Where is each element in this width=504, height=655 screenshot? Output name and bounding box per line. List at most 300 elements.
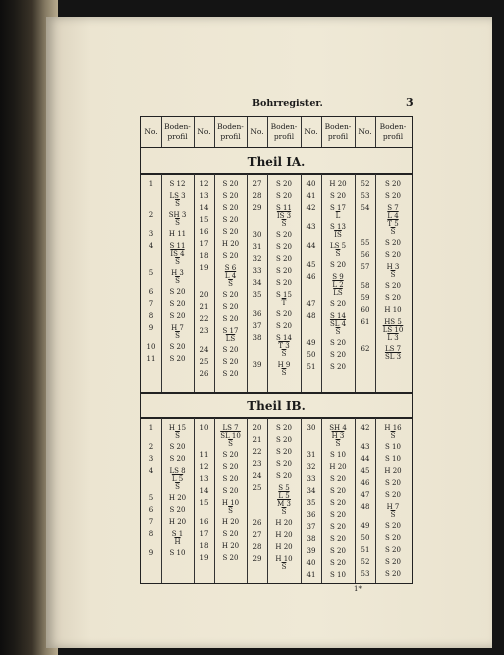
row-number: 16	[199, 228, 209, 236]
soil-profile-entry: S 20	[222, 204, 239, 212]
row-number: 41	[306, 192, 316, 200]
soil-profile-entry: S 15	[276, 291, 292, 299]
column-divider	[247, 174, 248, 392]
soil-profile-entry: S 20	[330, 475, 346, 483]
soil-profile-entry: $\overline{S}$	[175, 200, 180, 208]
soil-profile-entry: S 20	[169, 506, 186, 514]
column-header-no: No.	[144, 127, 158, 136]
soil-profile-entry: H 20	[275, 519, 293, 527]
soil-profile-entry: S 20	[169, 300, 186, 308]
row-number: 14	[199, 204, 209, 212]
row-number: 28	[252, 543, 262, 551]
soil-profile-entry: S 10	[330, 451, 346, 459]
soil-profile-entry: S 20	[276, 448, 292, 456]
row-number: 6	[148, 506, 154, 514]
row-number: 53	[360, 570, 370, 578]
soil-profile-entry: S 20	[222, 451, 239, 459]
row-number: 12	[199, 463, 209, 471]
row-number: 15	[199, 499, 209, 507]
row-number: 9	[148, 549, 154, 557]
row-number: 17	[199, 530, 209, 538]
soil-profile-entry: S 20	[222, 358, 239, 366]
soil-profile-entry: LS 7	[384, 345, 402, 353]
table-header-row	[141, 117, 412, 148]
column-header-no: No.	[358, 127, 372, 136]
soil-profile-entry: $\overline{S}$	[281, 563, 287, 571]
row-number: 23	[199, 327, 209, 335]
soil-profile-entry: S 20	[222, 475, 239, 483]
row-number: 45	[306, 261, 316, 269]
row-number: 25	[252, 484, 262, 492]
row-number: 14	[199, 487, 209, 495]
row-number: 29	[252, 204, 262, 212]
row-number: 26	[199, 370, 209, 378]
soil-profile-entry: H 20	[329, 463, 347, 471]
row-number: 37	[252, 322, 262, 330]
column-divider	[355, 418, 356, 583]
column-divider	[214, 418, 215, 583]
column-header-no: No.	[197, 127, 211, 136]
soil-profile-entry: H 10	[275, 555, 293, 563]
row-number: 11	[199, 451, 209, 459]
row-number: 27	[252, 180, 262, 188]
row-number: 37	[306, 523, 316, 531]
soil-profile-entry: L 4	[224, 272, 237, 280]
row-number: 42	[306, 204, 316, 212]
row-number: 59	[360, 294, 370, 302]
section-ib-body	[141, 418, 412, 583]
row-number: 46	[306, 273, 316, 281]
soil-profile-entry: S 13	[330, 223, 346, 231]
soil-profile-entry: S 20	[276, 424, 292, 432]
soil-profile-entry: S 11	[169, 242, 186, 250]
soil-profile-entry: $\overline{S}$	[175, 258, 180, 266]
column-divider	[161, 418, 162, 583]
column-divider	[301, 418, 302, 583]
soil-profile-entry: $\overline{S}$	[228, 507, 233, 515]
soil-profile-entry: M 3	[277, 500, 291, 508]
row-number: 38	[252, 334, 262, 342]
column-divider	[375, 174, 376, 392]
soil-profile-entry: S 20	[385, 479, 401, 487]
bohrregister-table	[140, 116, 413, 584]
soil-profile-entry: S 20	[385, 491, 401, 499]
row-number: 15	[199, 216, 209, 224]
soil-profile-entry: SL 10	[220, 432, 241, 440]
soil-profile-entry: IS 3	[276, 212, 292, 220]
row-number: 22	[252, 448, 262, 456]
soil-profile-entry: H 3	[171, 269, 184, 277]
soil-profile-entry: S 20	[276, 436, 292, 444]
column-divider	[375, 418, 376, 583]
soil-profile-entry: S 20	[330, 547, 346, 555]
soil-profile-entry: LS 5	[329, 242, 347, 250]
row-number: 28	[252, 192, 262, 200]
row-number: 62	[360, 345, 370, 353]
section-ib-top-rule	[141, 392, 412, 394]
row-number: 39	[306, 547, 316, 555]
row-number: 29	[252, 555, 262, 563]
soil-profile-entry: $\overline{T}$	[281, 299, 287, 307]
row-number: 51	[360, 546, 370, 554]
soil-profile-entry: HS 5	[384, 318, 402, 326]
row-number: 26	[252, 519, 262, 527]
soil-profile-entry: SH 4	[329, 424, 347, 432]
row-number: 11	[146, 355, 156, 363]
row-number: 17	[199, 240, 209, 248]
soil-profile-entry: S 10	[385, 455, 401, 463]
soil-profile-entry: S 20	[330, 511, 346, 519]
soil-profile-entry: S 20	[330, 559, 346, 567]
row-number: 19	[199, 264, 209, 272]
soil-profile-entry: S 20	[276, 231, 292, 239]
soil-profile-entry: S 17	[222, 327, 239, 335]
row-number: 47	[360, 491, 370, 499]
soil-profile-entry: S 20	[276, 180, 292, 188]
soil-profile-entry: S 20	[330, 363, 346, 371]
soil-profile-entry: S 20	[330, 192, 346, 200]
soil-profile-entry: $\overline{H}$	[174, 538, 181, 546]
soil-profile-entry: $\overline{S}$	[281, 508, 287, 516]
soil-profile-entry: S 14	[276, 334, 292, 342]
soil-profile-entry: S 10	[385, 443, 401, 451]
row-number: 41	[306, 571, 316, 579]
soil-profile-entry: S 20	[222, 370, 239, 378]
row-number: 50	[360, 534, 370, 542]
column-divider	[194, 117, 195, 147]
soil-profile-entry: S 20	[385, 534, 401, 542]
soil-profile-entry: LS 8	[169, 467, 186, 475]
soil-profile-entry: LS 3	[169, 192, 186, 200]
soil-profile-entry: S 20	[276, 192, 292, 200]
soil-profile-entry: $\overline{S}$	[390, 228, 396, 236]
soil-profile-entry: H 20	[221, 542, 240, 550]
row-number: 1	[148, 424, 154, 432]
row-number: 2	[148, 443, 154, 451]
row-number: 24	[252, 472, 262, 480]
soil-profile-entry: S 20	[385, 570, 401, 578]
soil-profile-entry: T 5	[387, 220, 399, 228]
soil-profile-entry: S 20	[330, 499, 346, 507]
row-number: 39	[252, 361, 262, 369]
column-divider	[247, 418, 248, 583]
soil-profile-entry: H 20	[168, 518, 187, 526]
row-number: 30	[252, 231, 262, 239]
soil-profile-entry: $\overline{S}$	[281, 220, 287, 228]
soil-profile-entry: LS 10	[382, 326, 404, 334]
row-number: 42	[360, 424, 370, 432]
soil-profile-entry: $\overline{S}$	[175, 432, 180, 440]
soil-profile-entry: H 20	[329, 180, 347, 188]
column-header-bodenprofil: Boden- profil	[379, 122, 407, 141]
row-number: 43	[360, 443, 370, 451]
row-number: 45	[360, 467, 370, 475]
soil-profile-entry: S 17	[330, 204, 346, 212]
soil-profile-entry: S 20	[276, 279, 292, 287]
soil-profile-entry: S 20	[222, 487, 239, 495]
row-number: 57	[360, 263, 370, 271]
soil-profile-entry: H 7	[386, 503, 400, 511]
section-ia-body	[141, 174, 412, 392]
soil-profile-entry: L 5	[171, 475, 184, 483]
soil-profile-entry: SL 4	[329, 320, 347, 328]
soil-profile-entry: H 20	[275, 531, 293, 539]
soil-profile-entry: S 6	[224, 264, 237, 272]
soil-profile-entry: S 20	[222, 252, 239, 260]
soil-profile-entry: S 10	[169, 549, 186, 557]
row-number: 10	[199, 424, 209, 432]
soil-profile-entry: L 3	[387, 334, 399, 342]
soil-profile-entry: $\overline{S}$	[281, 369, 287, 377]
soil-profile-entry: $\overline{S}$	[335, 440, 341, 448]
soil-profile-entry: $\overline{LS}$	[333, 289, 343, 297]
soil-profile-entry: $\overline{S}$	[175, 332, 180, 340]
soil-profile-entry: H 3	[386, 263, 400, 271]
soil-profile-entry: S 1	[171, 530, 184, 538]
soil-profile-entry: S 20	[222, 192, 239, 200]
row-number: 4	[148, 242, 154, 250]
soil-profile-entry: S 20	[385, 294, 401, 302]
soil-profile-entry: H 7	[171, 324, 184, 332]
soil-profile-entry: $\overline{S}$	[335, 328, 341, 336]
book-page	[46, 17, 492, 648]
row-number: 58	[360, 282, 370, 290]
row-number: 34	[306, 487, 316, 495]
row-number: 18	[199, 252, 209, 260]
soil-profile-entry: H 20	[275, 543, 293, 551]
soil-profile-entry: L 2	[332, 281, 344, 289]
soil-profile-entry: LS 7	[222, 424, 239, 432]
soil-profile-entry: S 20	[330, 339, 346, 347]
row-number: 44	[306, 242, 316, 250]
soil-profile-entry: S 20	[276, 255, 292, 263]
row-number: 5	[148, 269, 154, 277]
soil-profile-entry: S 20	[385, 192, 401, 200]
row-number: 33	[252, 267, 262, 275]
soil-profile-entry: S 20	[169, 355, 186, 363]
soil-profile-entry: L 4	[387, 212, 399, 220]
column-divider	[161, 117, 162, 147]
soil-profile-entry: H 9	[277, 361, 291, 369]
soil-profile-entry: S 7	[387, 204, 399, 212]
row-number: 36	[252, 310, 262, 318]
row-number: 52	[360, 180, 370, 188]
soil-profile-entry: S 20	[276, 322, 292, 330]
soil-profile-entry: T 3	[278, 342, 290, 350]
row-number: 52	[360, 558, 370, 566]
row-number: 32	[252, 255, 262, 263]
column-header-no: No.	[250, 127, 264, 136]
soil-profile-entry: S 20	[222, 463, 239, 471]
soil-profile-entry: S 20	[385, 251, 401, 259]
column-divider	[247, 117, 248, 147]
row-number: 23	[252, 460, 262, 468]
row-number: 32	[306, 463, 316, 471]
row-number: 8	[148, 530, 154, 538]
soil-profile-entry: S 20	[276, 472, 292, 480]
soil-profile-entry: S 20	[222, 216, 239, 224]
row-number: 18	[199, 542, 209, 550]
column-divider	[214, 117, 215, 147]
row-number: 46	[360, 479, 370, 487]
column-header-bodenprofil: Boden- profil	[164, 122, 191, 141]
soil-profile-entry: S 20	[169, 312, 186, 320]
soil-profile-entry: H 10	[221, 499, 240, 507]
column-divider	[321, 418, 322, 583]
soil-profile-entry: S 10	[330, 571, 346, 579]
column-divider	[321, 117, 322, 147]
row-number: 1	[148, 180, 154, 188]
soil-profile-entry: H 16	[384, 424, 402, 432]
soil-profile-entry: $\overline{S}$	[175, 483, 180, 491]
row-number: 36	[306, 511, 316, 519]
soil-profile-entry: S 20	[222, 530, 239, 538]
row-number: 38	[306, 535, 316, 543]
soil-profile-entry: $\overline{S}$	[335, 250, 341, 258]
soil-profile-entry: S 20	[385, 546, 401, 554]
soil-profile-entry: H 20	[168, 494, 187, 502]
row-number: 10	[146, 343, 156, 351]
row-number: 19	[199, 554, 209, 562]
soil-profile-entry: H 3	[331, 432, 345, 440]
row-number: 31	[306, 451, 316, 459]
soil-profile-entry: S 20	[276, 460, 292, 468]
page-header	[46, 98, 492, 112]
soil-profile-entry: S 20	[222, 228, 239, 236]
row-number: 55	[360, 239, 370, 247]
soil-profile-entry: $\overline{L}$	[335, 212, 341, 220]
row-number: 48	[306, 312, 316, 320]
soil-profile-entry: $\overline{S}$	[228, 280, 233, 288]
soil-profile-entry: S 20	[276, 267, 292, 275]
soil-profile-entry: S 20	[330, 535, 346, 543]
column-divider	[301, 174, 302, 392]
section-title-ia: Theil IA.	[247, 155, 306, 169]
column-divider	[194, 418, 195, 583]
soil-profile-entry: S 20	[385, 239, 401, 247]
soil-profile-entry: SH 3	[168, 211, 187, 219]
soil-profile-entry: S 20	[222, 315, 239, 323]
column-divider	[375, 117, 376, 147]
row-number: 61	[360, 318, 370, 326]
row-number: 49	[306, 339, 316, 347]
soil-profile-entry: S 20	[222, 291, 239, 299]
soil-profile-entry: S 20	[330, 300, 346, 308]
column-divider	[355, 174, 356, 392]
column-divider	[161, 174, 162, 392]
soil-profile-entry: S 11	[276, 204, 292, 212]
soil-profile-entry: IS 4	[170, 250, 185, 258]
soil-profile-entry: S 20	[169, 443, 186, 451]
row-number: 33	[306, 475, 316, 483]
soil-profile-entry: SL 3	[384, 353, 402, 361]
row-number: 20	[252, 424, 262, 432]
row-number: 22	[199, 315, 209, 323]
column-divider	[321, 174, 322, 392]
soil-profile-entry: $\overline{LS}$	[225, 335, 236, 343]
row-number: 35	[252, 291, 262, 299]
soil-profile-entry: H 15	[168, 424, 187, 432]
row-number: 49	[360, 522, 370, 530]
row-number: 47	[306, 300, 316, 308]
column-header-bodenprofil: Boden- profil	[270, 122, 298, 141]
soil-profile-entry: S 20	[385, 558, 401, 566]
row-number: 60	[360, 306, 370, 314]
column-divider	[301, 117, 302, 147]
row-number: 48	[360, 503, 370, 511]
row-number: 5	[148, 494, 154, 502]
row-number: 7	[148, 518, 154, 526]
soil-profile-entry: S 20	[222, 554, 239, 562]
soil-profile-entry: S 20	[276, 243, 292, 251]
soil-profile-entry: S 20	[169, 288, 186, 296]
soil-profile-entry: S 14	[330, 312, 346, 320]
row-number: 34	[252, 279, 262, 287]
row-number: 56	[360, 251, 370, 259]
soil-profile-entry: S 20	[222, 346, 239, 354]
soil-profile-entry: S 20	[222, 180, 239, 188]
soil-profile-entry: S 20	[330, 523, 346, 531]
column-divider	[214, 174, 215, 392]
row-number: 43	[306, 223, 316, 231]
row-number: 27	[252, 531, 262, 539]
row-number: 24	[199, 346, 209, 354]
section-title-ib: Theil IB.	[247, 399, 306, 413]
row-number: 3	[148, 455, 154, 463]
row-number: 54	[360, 204, 370, 212]
column-divider	[267, 174, 268, 392]
column-divider	[355, 117, 356, 147]
row-number: 25	[199, 358, 209, 366]
row-number: 31	[252, 243, 262, 251]
soil-profile-entry: S 20	[385, 522, 401, 530]
row-number: 44	[360, 455, 370, 463]
row-number: 9	[148, 324, 154, 332]
row-number: 40	[306, 180, 316, 188]
soil-profile-entry: $\overline{S}$	[281, 350, 287, 358]
signature-mark: 1*	[354, 585, 362, 593]
soil-profile-entry: S 20	[222, 303, 239, 311]
row-number: 16	[199, 518, 209, 526]
row-number: 53	[360, 192, 370, 200]
row-number: 12	[199, 180, 209, 188]
soil-profile-entry: S 20	[385, 282, 401, 290]
soil-profile-entry: $\overline{S}$	[228, 440, 233, 448]
soil-profile-entry: S 9	[332, 273, 344, 281]
column-header-bodenprofil: Boden- profil	[217, 122, 244, 141]
row-number: 21	[252, 436, 262, 444]
row-number: 4	[148, 467, 154, 475]
row-number: 2	[148, 211, 154, 219]
row-number: 3	[148, 230, 154, 238]
column-header-bodenprofil: Boden- profil	[324, 122, 352, 141]
soil-profile-entry: $\overline{S}$	[175, 277, 180, 285]
row-number: 20	[199, 291, 209, 299]
soil-profile-entry: $\overline{IS}$	[334, 231, 342, 239]
soil-profile-entry: S 20	[276, 310, 292, 318]
soil-profile-entry: S 20	[330, 487, 346, 495]
row-number: 13	[199, 192, 209, 200]
row-number: 6	[148, 288, 154, 296]
soil-profile-entry: $\overline{S}$	[175, 219, 180, 227]
soil-profile-entry: H 20	[221, 240, 240, 248]
soil-profile-entry: $\overline{S}$	[390, 271, 396, 279]
soil-profile-entry: S 20	[169, 455, 186, 463]
soil-profile-entry: H 11	[168, 230, 187, 238]
row-number: 51	[306, 363, 316, 371]
row-number: 50	[306, 351, 316, 359]
soil-profile-entry: $\overline{S}$	[390, 432, 396, 440]
